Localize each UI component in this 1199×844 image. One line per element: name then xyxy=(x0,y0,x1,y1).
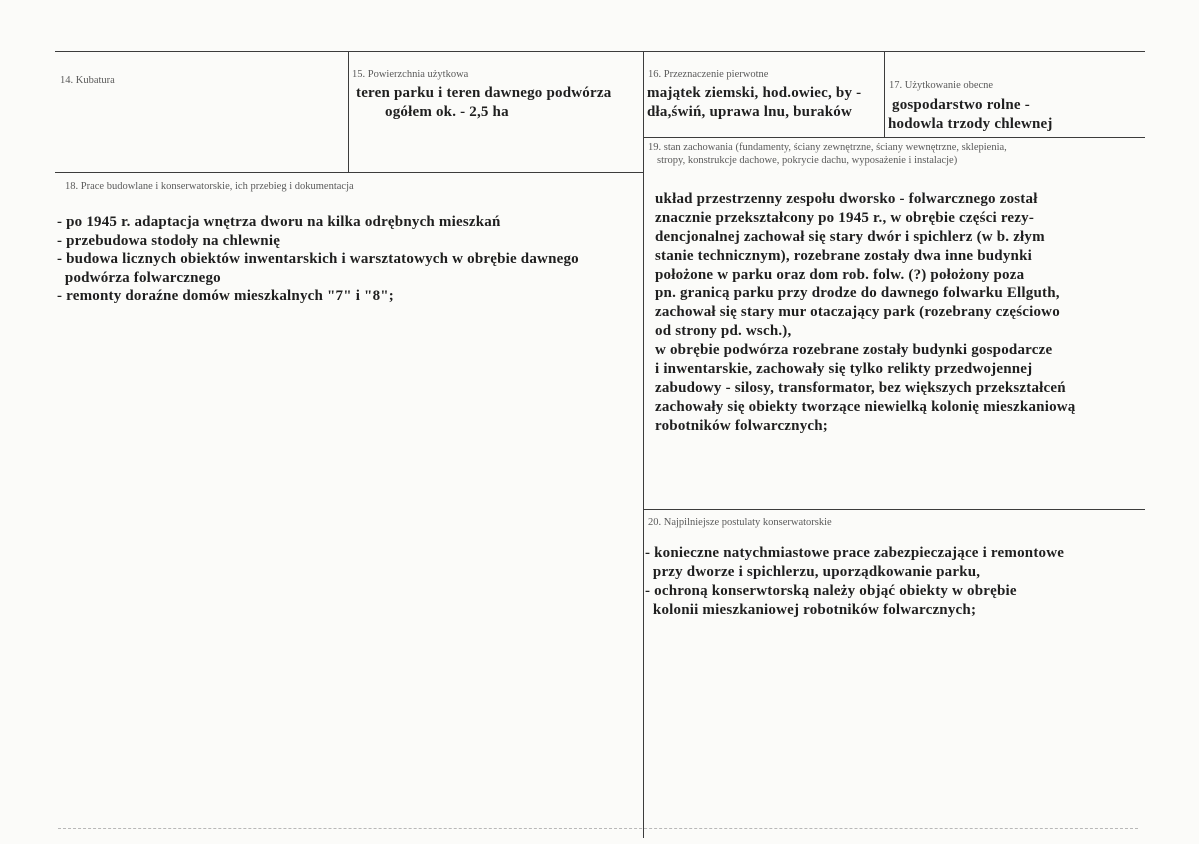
text-line: znacznie przekształcony po 1945 r., w obrębie części rezy- xyxy=(655,209,1035,226)
field-16-value-line-1: majątek ziemski, hod.owiec, by - xyxy=(647,85,862,101)
field-15-value-line-1: teren parku i teren dawnego podwórza xyxy=(356,85,612,101)
divider-14-15 xyxy=(348,51,349,172)
list-item: podwórza folwarcznego xyxy=(57,269,221,286)
list-item: - remonty doraźne domów mieszkalnych "7" i "8"; xyxy=(57,288,394,304)
field-14-label: 14. Kubatura xyxy=(60,75,115,86)
text-line: dencjonalnej zachował się stary dwór i spichlerz (w b. złym xyxy=(655,228,1045,245)
top-border xyxy=(55,51,1145,52)
divider-row-20 xyxy=(643,509,1145,510)
list-item: kolonii mieszkaniowej robotników folwarcznych; xyxy=(645,602,977,618)
list-item: przy dworze i spichlerzu, uporządkowanie parku, xyxy=(645,564,981,580)
bottom-edge xyxy=(58,828,1138,829)
field-19-label-line-1: 19. stan zachowania (fundamenty, ściany zewnętrzne, ściany wewnętrzne, sklepienia, xyxy=(648,142,1007,153)
divider-16-17 xyxy=(884,51,885,137)
text-line: układ przestrzenny zespołu dworsko - folwarcznego został xyxy=(655,191,1038,207)
divider-15-16 xyxy=(643,51,644,838)
text-line: położone w parku oraz dom rob. folw. (?) położony poza xyxy=(655,266,1025,283)
list-item: - konieczne natychmiastowe prace zabezpieczające i remontowe xyxy=(645,545,1065,561)
field-16-value-line-2: dła,świń, uprawa lnu, buraków xyxy=(647,104,853,120)
text-line: od strony pd. wsch.), xyxy=(655,323,792,340)
text-line: zabudowy - silosy, transformator, bez większych przekształceń xyxy=(655,379,1066,396)
field-17-value-line-2: hodowla trzody chlewnej xyxy=(888,116,1053,132)
divider-row-18 xyxy=(55,172,643,173)
field-20-label: 20. Najpilniejsze postulaty konserwatorskie xyxy=(648,517,832,528)
field-18-label: 18. Prace budowlane i konserwatorskie, ich przebieg i dokumentacja xyxy=(65,181,354,192)
field-18-list xyxy=(57,213,579,306)
list-item: - budowa licznych obiektów inwentarskich i warsztatowych w obrębie dawnego xyxy=(57,251,579,267)
text-line: stanie technicznym), rozebrane zostały dwa inne budynki xyxy=(655,247,1032,264)
text-line: i inwentarskie, zachowały się tylko relikty przedwojennej xyxy=(655,361,1033,378)
text-line: w obrębie podwórza rozebrane zostały budynki gospodarcze xyxy=(655,342,1053,359)
field-19-text xyxy=(655,190,1076,436)
field-20-list xyxy=(645,544,1064,620)
text-line: pn. granicą parku przy drodze do dawnego folwarku Ellguth, xyxy=(655,285,1060,302)
field-15-label: 15. Powierzchnia użytkowa xyxy=(352,69,469,80)
field-15-value-line-2: ogółem ok. - 2,5 ha xyxy=(385,104,509,120)
text-line: zachowały się obiekty tworzące niewielką kolonię mieszkaniową xyxy=(655,398,1076,415)
field-19-label-line-2: stropy, konstrukcje dachowe, pokrycie dachu, wyposażenie i instalacje) xyxy=(657,155,958,166)
list-item: - po 1945 r. adaptacja wnętrza dworu na kilka odrębnych mieszkań xyxy=(57,214,501,230)
text-line: zachował się stary mur otaczający park (rozebrany częściowo xyxy=(655,304,1060,321)
text-line: robotników folwarcznych; xyxy=(655,417,828,434)
field-17-label: 17. Użytkowanie obecne xyxy=(889,80,994,91)
divider-row-19 xyxy=(643,137,1145,138)
list-item: - przebudowa stodoły na chlewnię xyxy=(57,232,281,249)
field-17-value-line-1: gospodarstwo rolne - xyxy=(892,97,1030,113)
field-16-label: 16. Przeznaczenie pierwotne xyxy=(648,69,769,80)
list-item: - ochroną konserwtorską należy objąć obiekty w obrębie xyxy=(645,583,1017,599)
